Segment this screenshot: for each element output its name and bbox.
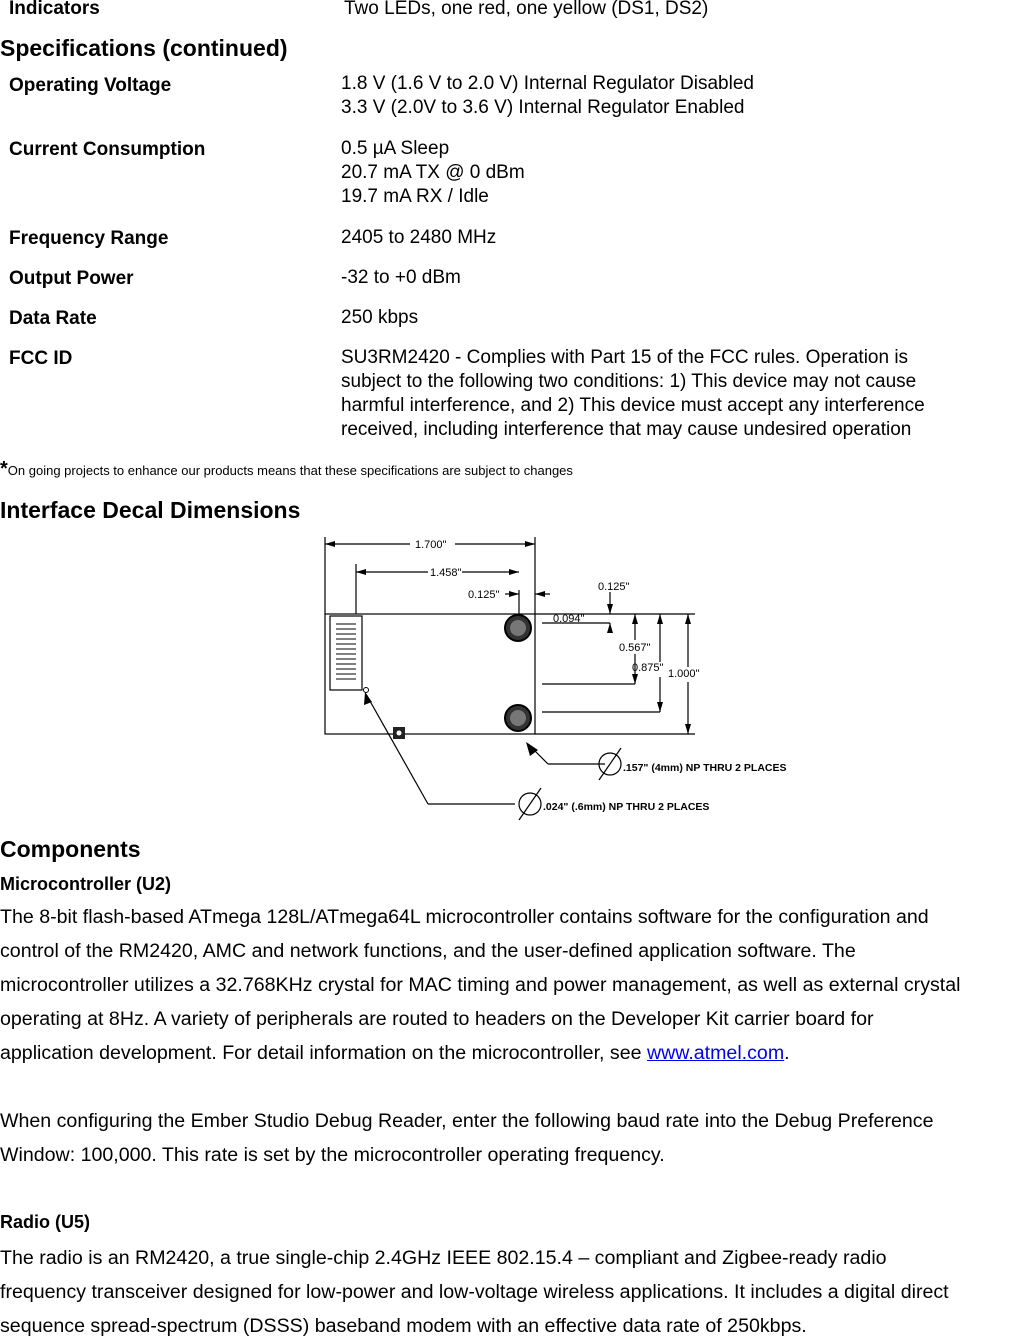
spec-label-frequency-range: Frequency Range [9, 228, 169, 249]
spec-line: harmful interference, and 2) This device must accept any interference [341, 395, 925, 416]
small-hole-round [364, 688, 369, 693]
spec-line: 2405 to 2480 MHz [341, 227, 497, 248]
paragraph-line: operating at 8Hz. A variety of peripherals are routed to headers on the Developer Kit carrier board for [0, 1008, 874, 1030]
indicators-label: Indicators [9, 0, 100, 19]
paragraph-line: sequence spread-spectrum (DSSS) baseband modem with an effective data rate of 250kbps. [0, 1315, 807, 1337]
dim-hole-dia-small: 0.094" [553, 613, 585, 625]
specs-title: Specifications (continued) [0, 35, 288, 61]
note-text: On going projects to enhance our products means that these specifications are subject to changes [7, 463, 573, 478]
dim-width-holes: 1.458" [430, 567, 462, 579]
radio-title: Radio (U5) [0, 1212, 90, 1232]
spec-line: -32 to +0 dBm [341, 267, 461, 288]
dim-hole-edge: 0.125" [468, 589, 500, 601]
spec-value-data-rate [341, 306, 418, 330]
spec-label-fcc-id: FCC ID [9, 348, 73, 369]
paragraph-text: . [784, 1042, 790, 1064]
paragraph-line: The 8-bit flash-based ATmega 128L/ATmega64L microcontroller contains software for the configuration and [0, 906, 929, 928]
paragraph-line: The radio is an RM2420, a true single-chip 2.4GHz IEEE 802.15.4 – compliant and Zigbee-ready radio [0, 1247, 887, 1269]
components-title: Components [0, 836, 141, 862]
spec-line: 20.7 mA TX @ 0 dBm [341, 162, 525, 183]
paragraph-line: microcontroller utilizes a 32.768KHz crystal for MAC timing and power management, as well as external crystal [0, 974, 961, 996]
callout-small-hole: .024" (.6mm) NP THRU 2 PLACES [543, 801, 710, 813]
spec-label-operating-voltage: Operating Voltage [9, 75, 172, 96]
dim-second-hole: 0.875" [632, 662, 664, 674]
paragraph-line: frequency transceiver designed for low-power and low-voltage wireless applications. It includes a digital direct [0, 1281, 949, 1303]
spec-value-frequency-range [341, 226, 496, 250]
spec-label-current-consumption: Current Consumption [9, 139, 206, 160]
decal-dimension-drawing [310, 532, 820, 828]
dim-height-overall: 1.000" [668, 668, 700, 680]
paragraph-text: application development. For detail information on the microcontroller, see [0, 1042, 647, 1064]
micro-paragraph [0, 900, 1020, 1070]
spec-line: 250 kbps [341, 307, 419, 328]
paragraph-line: When configuring the Ember Studio Debug Reader, enter the following baud rate into the Debug Preference [0, 1110, 934, 1132]
paragraph-line: control of the RM2420, AMC and network functions, and the user-defined application software. The [0, 940, 856, 962]
indicators-value: Two LEDs, one red, one yellow (DS1, DS2) [344, 0, 709, 19]
callout-large-hole: .157" (4mm) NP THRU 2 PLACES [623, 762, 787, 774]
spec-change-note [0, 458, 573, 481]
spec-line: 19.7 mA RX / Idle [341, 186, 489, 207]
spec-line: subject to the following two conditions: 1) This device may not cause [341, 371, 917, 392]
baud-paragraph [0, 1104, 1020, 1172]
note-asterisk: * [0, 458, 8, 480]
dim-top-offset: 0.125" [598, 581, 630, 593]
spec-line: received, including interference that may cause undesired operation [341, 419, 912, 440]
micro-title: Microcontroller (U2) [0, 874, 172, 894]
paragraph-line [0, 1036, 1020, 1070]
spec-value-fcc-id [341, 346, 925, 442]
spec-line: 0.5 µA Sleep [341, 138, 450, 159]
spec-line: 3.3 V (2.0V to 3.6 V) Internal Regulator Enabled [341, 97, 745, 118]
decal-title: Interface Decal Dimensions [0, 497, 301, 523]
spec-value-current-consumption [341, 137, 525, 209]
atmel-link[interactable]: www.atmel.com [646, 1042, 785, 1064]
radio-paragraph [0, 1241, 1020, 1343]
paragraph-line: Window: 100,000. This rate is set by the microcontroller operating frequency. [0, 1144, 665, 1166]
dim-width-overall: 1.700" [415, 539, 447, 551]
spec-label-data-rate: Data Rate [9, 308, 97, 329]
spec-line: SU3RM2420 - Complies with Part 15 of the FCC rules. Operation is [341, 347, 909, 368]
spec-line: 1.8 V (1.6 V to 2.0 V) Internal Regulator Disabled [341, 73, 754, 94]
spec-value-operating-voltage [341, 72, 754, 120]
dim-hole-spacing: 0.567" [619, 642, 651, 654]
spec-value-output-power [341, 266, 461, 290]
spec-label-output-power: Output Power [9, 268, 134, 289]
board-outline [325, 614, 535, 734]
